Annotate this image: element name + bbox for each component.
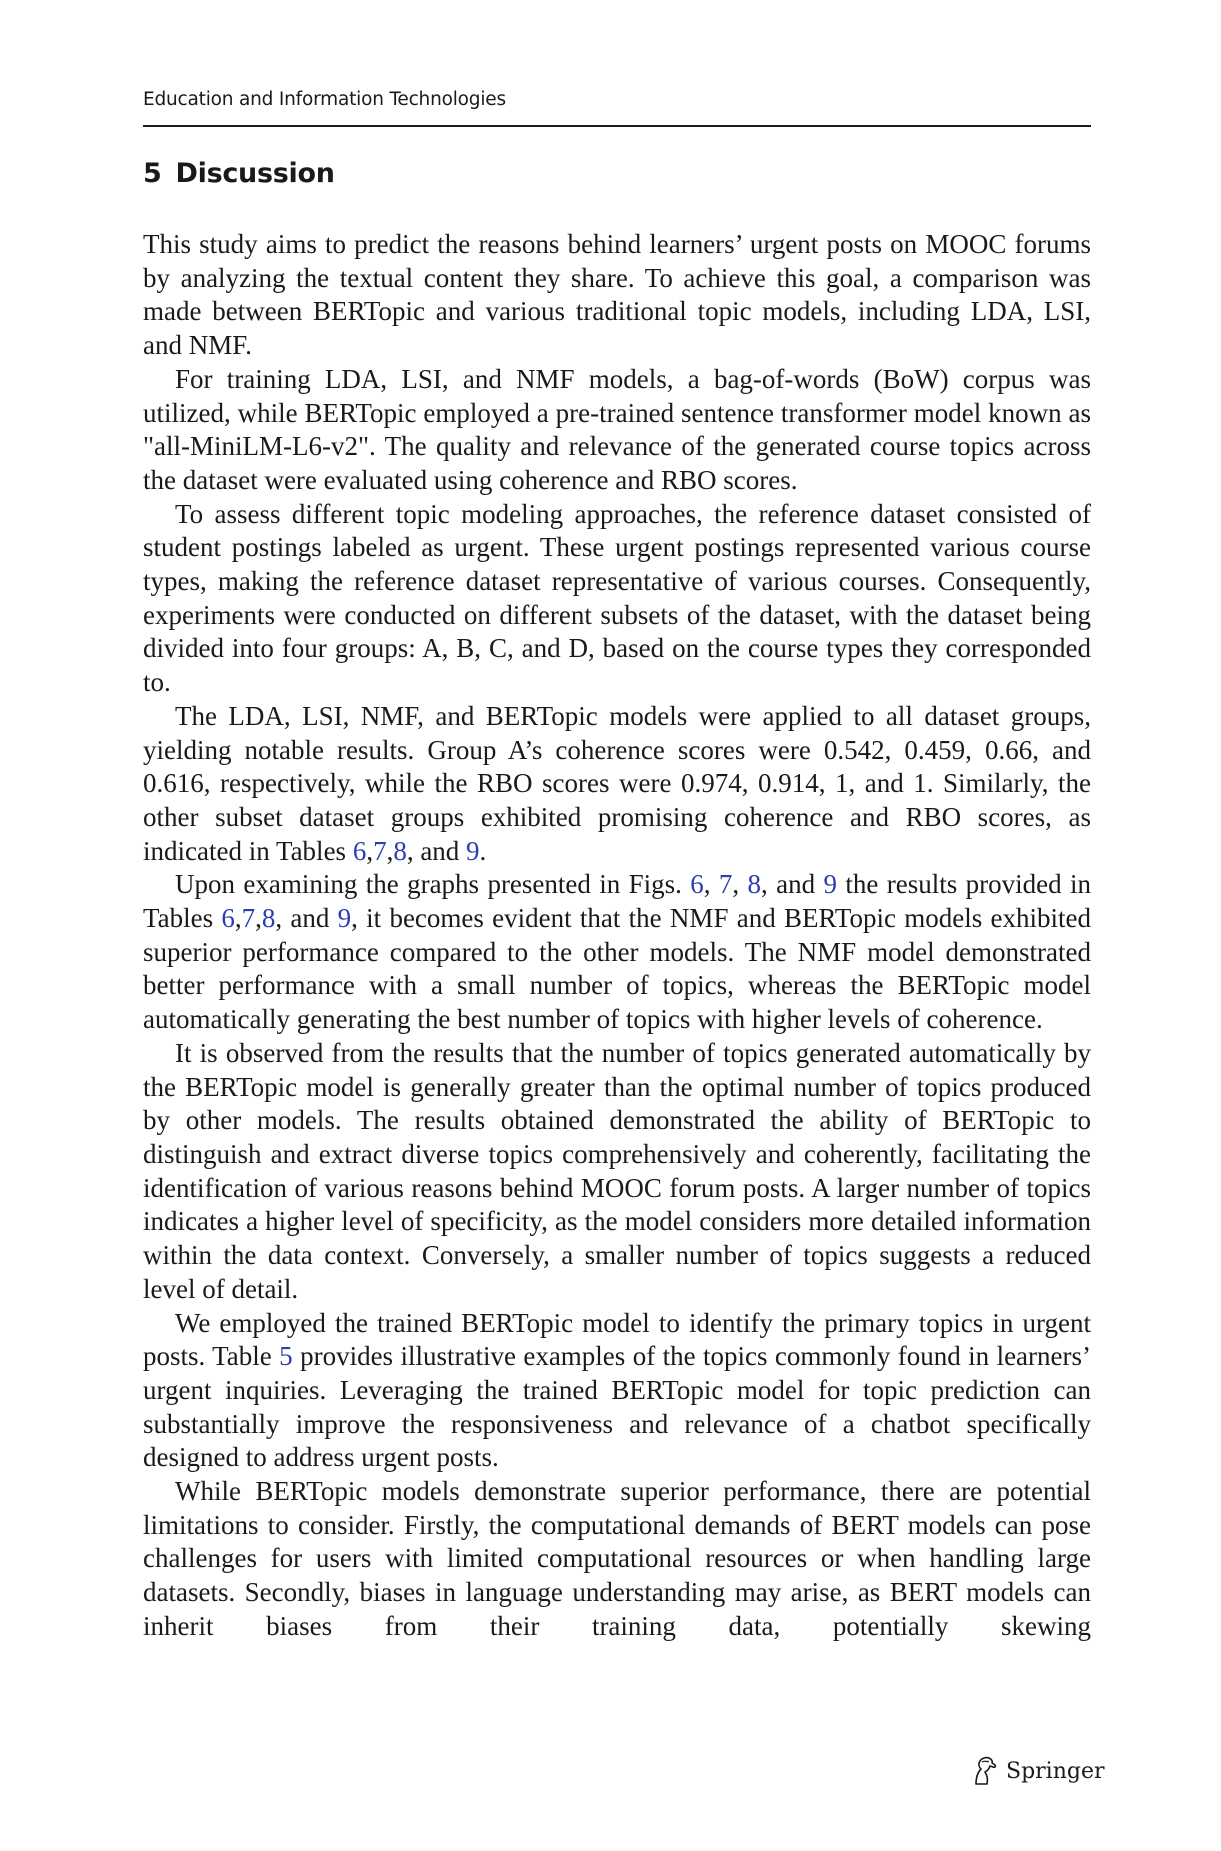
paragraph-5: Upon examining the graphs presented in Figs. 6, 7, 8, and 9 the results provided in Tables 6,7,8, and 9, it becomes evident that the NMF and BERTopic models exhibited superior performance compared to the other models. The NMF model demonstrated better performance with a small number of topics, whereas the BERTopic model automatically generating the best number of topics with higher levels of coherence. — [143, 869, 1091, 1035]
paragraph-4-and: , and — [406, 835, 467, 866]
section-body — [143, 228, 1091, 1644]
paragraph-7 — [143, 1307, 1091, 1476]
paragraph-1: This study aims to predict the reasons behind learners’ urgent posts on MOOC forums by analyzing the textual content they share. To achieve this goal, a comparison was made between BERTopic and various traditional topic models, including LDA, LSI, and NMF. — [143, 229, 1091, 361]
paragraph-3: To assess different topic modeling approaches, the reference dataset consisted of student postings labeled as urgent. These urgent postings represented various course types, making the reference dataset representative of various courses. Consequently, experiments were conducted on different subsets of the dataset, with the dataset being divided into four groups: A, B, C, and D, based on the course types they corresponded to. — [143, 498, 1091, 698]
paragraph-5-text-b: the results provided in Tables — [143, 869, 1091, 934]
header-rule — [143, 125, 1091, 127]
table-7-link[interactable]: 7 — [373, 835, 387, 866]
table-8-link-2[interactable]: 8 — [261, 903, 276, 934]
section-number: 5 — [143, 158, 162, 189]
paragraph-8: While BERTopic models demonstrate superior performance, there are potential limitations to consider. Firstly, the computational demands of BERT models can pose challenges for users with limited computational resources or when handling large datasets. Secondly, biases in language understanding may arise, as BERT models can inherit biases from their training data, potentially skewing — [143, 1476, 1091, 1641]
paragraph-7-text-b: provides illustrative examples of the topics commonly found in learners’ urgent inquiries. Leveraging the trained BERTopic model for topic prediction can substantially improve the responsiveness and relevance of a chatbot specifically designed to address urgent posts. — [143, 1341, 1092, 1473]
figure-8-link[interactable]: 8 — [747, 869, 762, 900]
table-6-link[interactable]: 6 — [352, 835, 367, 866]
publisher-name: Springer — [1006, 1758, 1105, 1784]
running-head: Education and Information Technologies — [143, 89, 506, 110]
table-9-link[interactable]: 9 — [466, 835, 480, 866]
paragraph-7-text-a: We employed the trained BERTopic model to identify the primary topics in urgent posts. Table — [143, 1307, 1091, 1372]
table-9-link-2[interactable]: 9 — [337, 903, 352, 934]
paragraph-4: The LDA, LSI, NMF, and BERTopic models were applied to all dataset groups, yielding notable results. Group A’s coherence scores were 0.542, 0.459, 0.66, and 0.616, respectively, while the RBO scores were 0.974, 0.914, 1, and 1. Similarly, the other subset dataset groups exhibited promising coherence and RBO scores, as indicated in Tables 6,7,8, and 9. — [143, 700, 1091, 866]
table-6-link-2[interactable]: 6 — [221, 903, 235, 934]
paragraph-2: For training LDA, LSI, and NMF models, a bag-of-words (BoW) corpus was utilized, while BERTopic employed a pre-trained sentence transformer model known as "all-MiniLM-L6-v2". The quality and relevance of the generated course topics across the dataset were evaluated using coherence and RBO scores. — [143, 363, 1091, 495]
figure-9-link[interactable]: 9 — [823, 869, 838, 900]
section-heading — [143, 158, 335, 189]
figure-6-link[interactable]: 6 — [690, 869, 704, 900]
paragraph-4-text: The LDA, LSI, NMF, and BERTopic models were applied to all dataset groups, yielding notable results. Group A’s coherence scores were 0.542, 0.459, 0.66, and 0.616, respectively, while the RBO scores were 0.974, 0.914, 1, and 1. Similarly, the other subset dataset groups exhibited promising coherence and RBO scores, as indicated in Tables — [143, 700, 1091, 866]
paragraph-5-text-c: , it becomes evident that the NMF and BERTopic models exhibited superior performance compared to the other models. The NMF model demonstrated better performance with a small number of topics, whereas the BERTopic model automatically generating the best number of topics with higher levels of coherence. — [143, 903, 1091, 1035]
section-title: Discussion — [175, 158, 335, 189]
table-8-link[interactable]: 8 — [393, 835, 407, 866]
paragraph-6: It is observed from the results that the number of topics generated automatically by the BERTopic model is generally greater than the optimal number of topics produced by other models. The results obtained demonstrated the ability of BERTopic to distinguish and extract diverse topics comprehensively and coherently, facilitating the identification of various reasons behind MOOC forum posts. A larger number of topics indicates a higher level of specificity, as the model considers more detailed information within the data context. Conversely, a smaller number of topics suggests a reduced level of detail. — [143, 1037, 1091, 1304]
paragraph-5-text-a: Upon examining the graphs presented in Figs. — [175, 869, 691, 900]
springer-horse-icon — [970, 1756, 998, 1786]
table-7-link-2[interactable]: 7 — [241, 903, 256, 934]
publisher-logo — [970, 1756, 1105, 1786]
table-5-link[interactable]: 5 — [279, 1341, 293, 1372]
figure-7-link[interactable]: 7 — [718, 869, 733, 900]
